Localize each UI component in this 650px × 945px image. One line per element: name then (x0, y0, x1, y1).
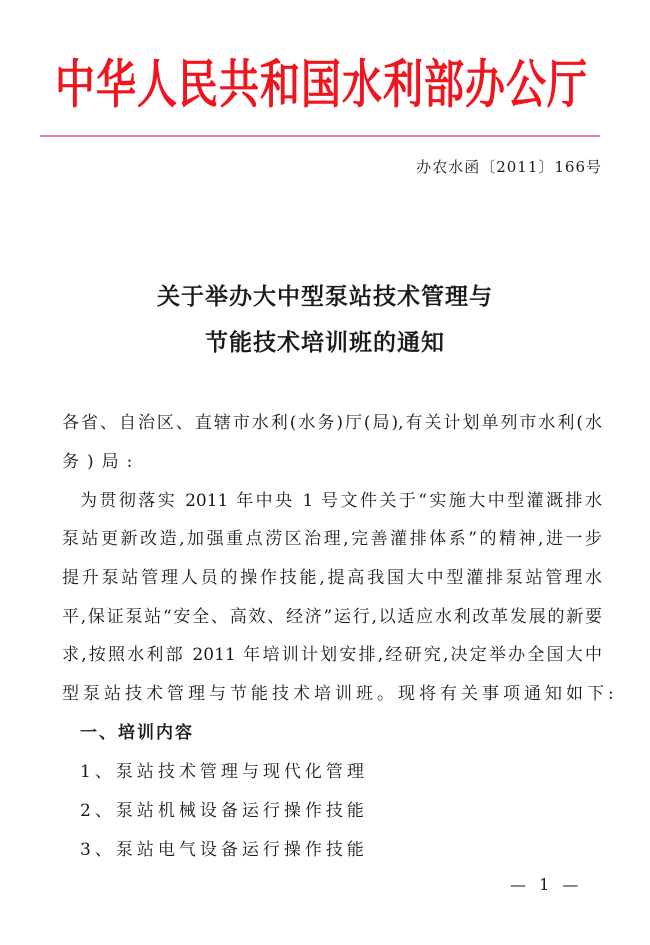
body-line: 泵站更新改造,加强重点涝区治理,完善灌排体系”的精神,进一步 (62, 529, 602, 549)
letterhead-organization: 中华人民共和国水利部办公厅 (55, 55, 588, 116)
letterhead-divider (40, 135, 600, 137)
body-line: 提升泵站管理人员的操作技能,提高我国大中型灌排泵站管理水 (62, 568, 602, 588)
body-line: 平,保证泵站“安全、高效、经济”运行,以适应水利改革发展的新要 (62, 607, 602, 627)
salutation-line-2: 务)局: (62, 452, 141, 472)
document-title-line-1: 关于举办大中型泵站技术管理与 (157, 284, 493, 310)
document-title-line-2: 节能技术培训班的通知 (205, 330, 445, 356)
body-line: 型泵站技术管理与节能技术培训班。现将有关事项通知如下: (62, 684, 618, 704)
page-number: — 1 — (510, 875, 583, 894)
list-item: 3、泵站电气设备运行操作技能 (80, 840, 368, 860)
list-item: 2、泵站机械设备运行操作技能 (80, 801, 368, 821)
body-line: 求,按照水利部 2011 年培训计划安排,经研究,决定举办全国大中 (62, 645, 602, 665)
body-line: 为贯彻落实 2011 年中央 1 号文件关于“实施大中型灌溉排水 (80, 491, 602, 511)
list-item: 1、泵站技术管理与现代化管理 (80, 762, 368, 782)
salutation-line-1: 各省、自治区、直辖市水利(水务)厅(局),有关计划单列市水利(水 (62, 413, 602, 433)
section-heading: 一、培训内容 (80, 723, 194, 743)
document-number: 办农水函〔2011〕166号 (416, 158, 602, 176)
